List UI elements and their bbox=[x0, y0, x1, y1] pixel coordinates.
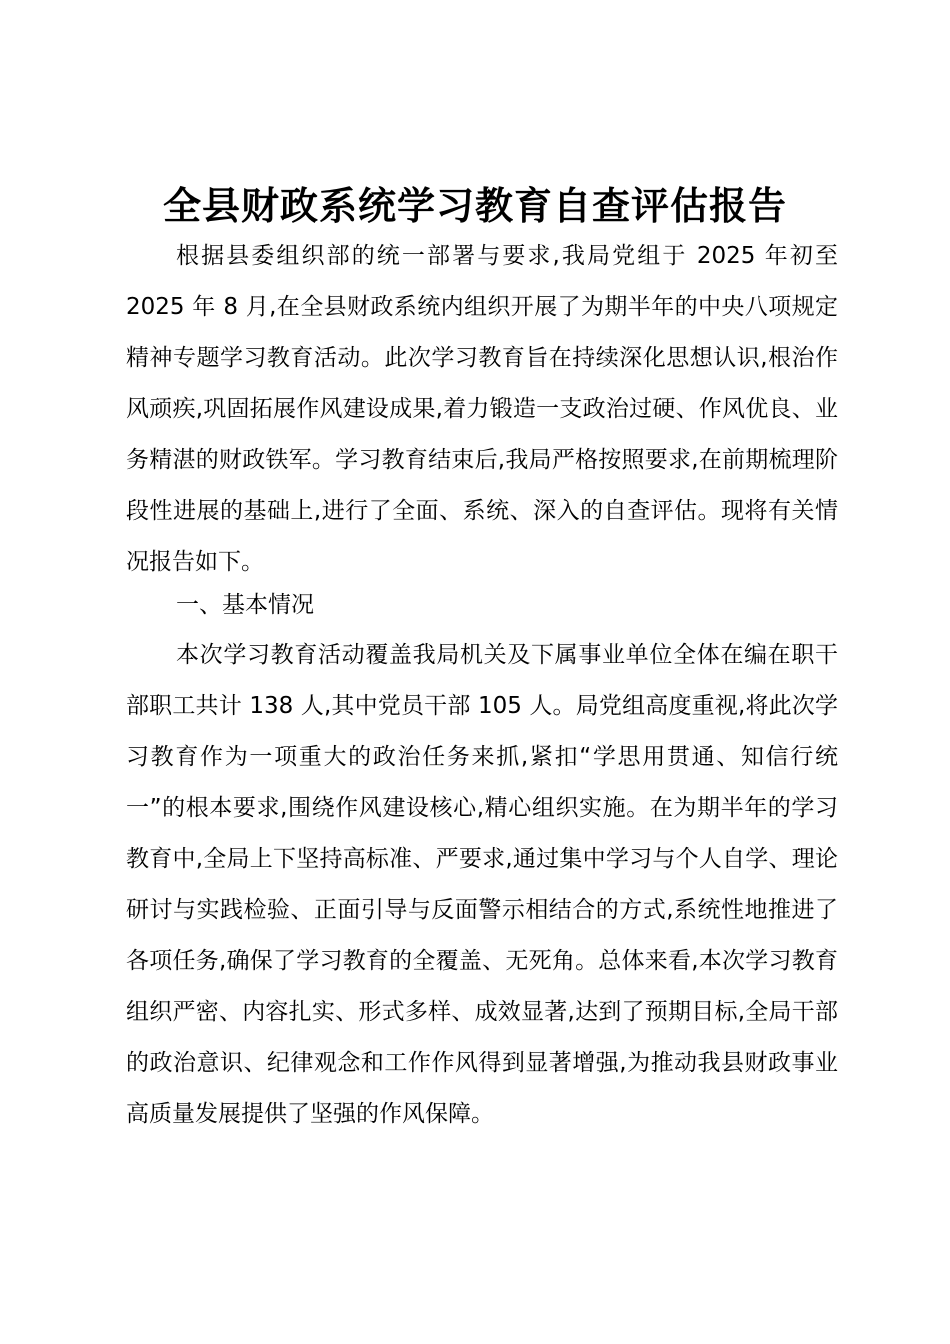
document-title: 全县财政系统学习教育自查评估报告 bbox=[162, 183, 787, 228]
section-heading-basic-situation: 一、基本情况 bbox=[176, 592, 314, 618]
basic-situation-paragraph: 本次学习教育活动覆盖我局机关及下属事业单位全体在编在职干部职工共计 138 人,其中党员干部 105 人。局党组高度重视,将此次学习教育作为一项重大的政治任务来抓,紧扣“学思用贯通、知信行统一”的根本要求,围绕作风建设核心,精心组织实施。在为期半年的学习教育中,全局上下坚持高标准、严要求,通过集中学习与个人自学、理论研讨与实践检验、正面引导与反面警示相结合的方式,系统性地推进了各项任务,确保了学习教育的全覆盖、无死角。总体来看,本次学习教育组织严密、内容扎实、形式多样、成效显著,达到了预期目标,全局干部的政治意识、纪律观念和工作作风得到显著增强,为推动我县财政事业高质量发展提供了坚强的作风保障。 bbox=[126, 642, 838, 1127]
intro-paragraph: 根据县委组织部的统一部署与要求,我局党组于 2025 年初至 2025 年 8 月,在全县财政系统内组织开展了为期半年的中央八项规定精神专题学习教育活动。此次学习教育旨在持续深化思想认识,根治作风顽疾,巩固拓展作风建设成果,着力锻造一支政治过硬、作风优良、业务精湛的财政铁军。学习教育结束后,我局严格按照要求,在前期梳理阶段性进展的基础上,进行了全面、系统、深入的自查评估。现将有关情况报告如下。 bbox=[126, 243, 838, 575]
